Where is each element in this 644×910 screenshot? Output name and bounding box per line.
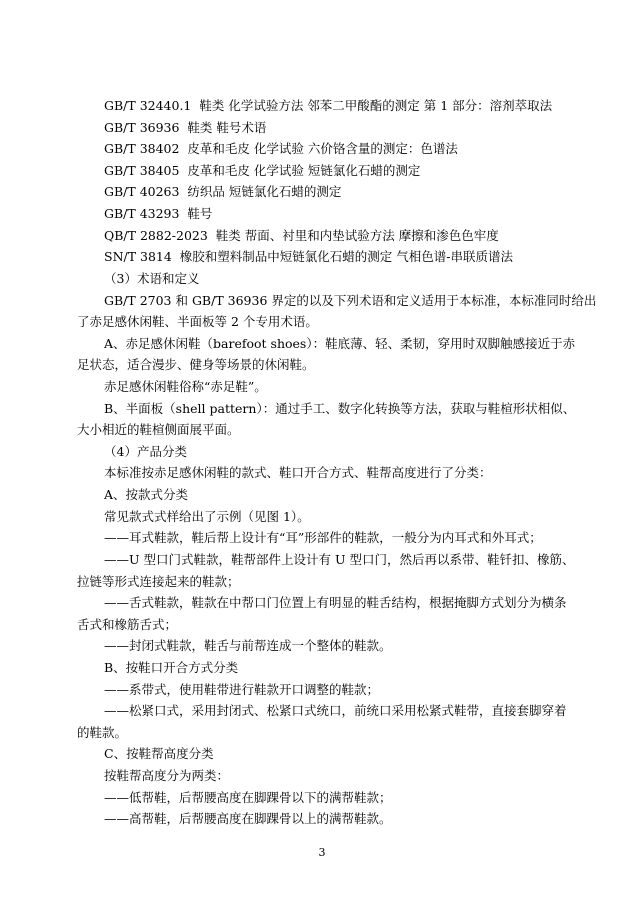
list-item: ——舌式鞋款，鞋款在中帮口门位置上有明显的鞋舌结构，根据掩脚方式划分为横条	[104, 595, 567, 610]
standard-code: GB/T 38405	[104, 163, 180, 178]
standard-code: GB/T 38402	[104, 141, 180, 156]
list-item: 舌式和橡筋舌式；	[77, 617, 178, 632]
list-item: ——系带式，使用鞋带进行鞋款开口调整的鞋款；	[104, 682, 380, 697]
list-item: 的鞋款。	[77, 725, 128, 740]
list-item: ——高帮鞋，后帮腰高度在脚踝骨以上的满帮鞋款。	[104, 811, 392, 826]
standard-title: 橡胶和塑料制品中短链氯化石蜡的测定 气相色谱-串联质谱法	[179, 249, 513, 264]
paragraph-line: 按鞋帮高度分为两类：	[104, 768, 230, 783]
paragraph-line: 常见款式式样给出了示例（见图 1）。	[104, 509, 310, 524]
standard-code: GB/T 36936	[104, 120, 180, 135]
list-item: 拉链等形式连接起来的鞋款；	[77, 574, 240, 589]
subsection-heading: B、按鞋口开合方式分类	[104, 660, 239, 675]
standard-title: 鞋类 化学试验方法 邻苯二甲酸酯的测定 第 1 部分：溶剂萃取法	[199, 98, 553, 113]
paragraph-line: GB/T 2703 和 GB/T 36936 界定的以及下列术语和定义适用于本标准，本标准同时给出	[104, 293, 597, 308]
term-definition: A、赤足感休闲鞋（barefoot shoes）：鞋底薄、轻、柔韧，穿用时双脚触感接近于赤	[104, 336, 576, 351]
standard-title: 皮革和毛皮 化学试验 六价铬含量的测定：色谱法	[187, 141, 458, 156]
standard-title: 纺织品 短链氯化石蜡的测定	[187, 184, 342, 199]
standard-title: 鞋类 帮面、衬里和内垫试验方法 摩擦和渗色色牢度	[215, 228, 499, 243]
term-definition: B、半面板（shell pattern）：通过手工、数字化转换等方法，获取与鞋楦形状相似、	[104, 401, 576, 416]
standard-code: GB/T 32440.1	[104, 98, 192, 113]
subsection-heading: A、按款式分类	[104, 487, 189, 502]
list-item: ——U 型口门式鞋款，鞋帮部件上设计有 U 型口门，然后再以系带、鞋钎扣、橡筋、	[104, 552, 575, 567]
subsection-heading: C、按鞋帮高度分类	[104, 746, 214, 761]
standard-title: 鞋号	[187, 206, 213, 221]
standard-code: SN/T 3814	[104, 249, 172, 264]
section-heading: （3）术语和定义	[104, 271, 200, 286]
standard-code: GB/T 40263	[104, 184, 180, 199]
section-heading: （4）产品分类	[104, 444, 187, 459]
list-item: ——低帮鞋，后帮腰高度在脚踝骨以下的满帮鞋款；	[104, 790, 392, 805]
list-item: ——封闭式鞋款，鞋舌与前帮连成一个整体的鞋款。	[104, 638, 392, 653]
term-definition: 足状态，适合漫步、健身等场景的休闲鞋。	[77, 357, 315, 372]
term-note: 赤足感休闲鞋俗称“赤足鞋”。	[104, 379, 267, 394]
page-number: 3	[318, 846, 326, 859]
standard-code: GB/T 43293	[104, 206, 180, 221]
term-definition: 大小相近的鞋楦侧面展平面。	[77, 422, 240, 437]
list-item: ——耳式鞋款，鞋后帮上设计有“耳”形部件的鞋款，一般分为内耳式和外耳式；	[104, 530, 542, 545]
list-item: ——松紧口式，采用封闭式、松紧口式统口，前统口采用松紧式鞋带，直接套脚穿着	[104, 703, 567, 718]
standard-title: 皮革和毛皮 化学试验 短链氯化石蜡的测定	[187, 163, 421, 178]
standard-code: QB/T 2882-2023	[104, 228, 208, 243]
paragraph-line: 了赤足感休闲鞋、半面板等 2 个专用术语。	[77, 314, 318, 329]
paragraph-line: 本标准按赤足感休闲鞋的款式、鞋口开合方式、鞋帮高度进行了分类：	[104, 465, 492, 480]
standard-title: 鞋类 鞋号术语	[187, 120, 267, 135]
